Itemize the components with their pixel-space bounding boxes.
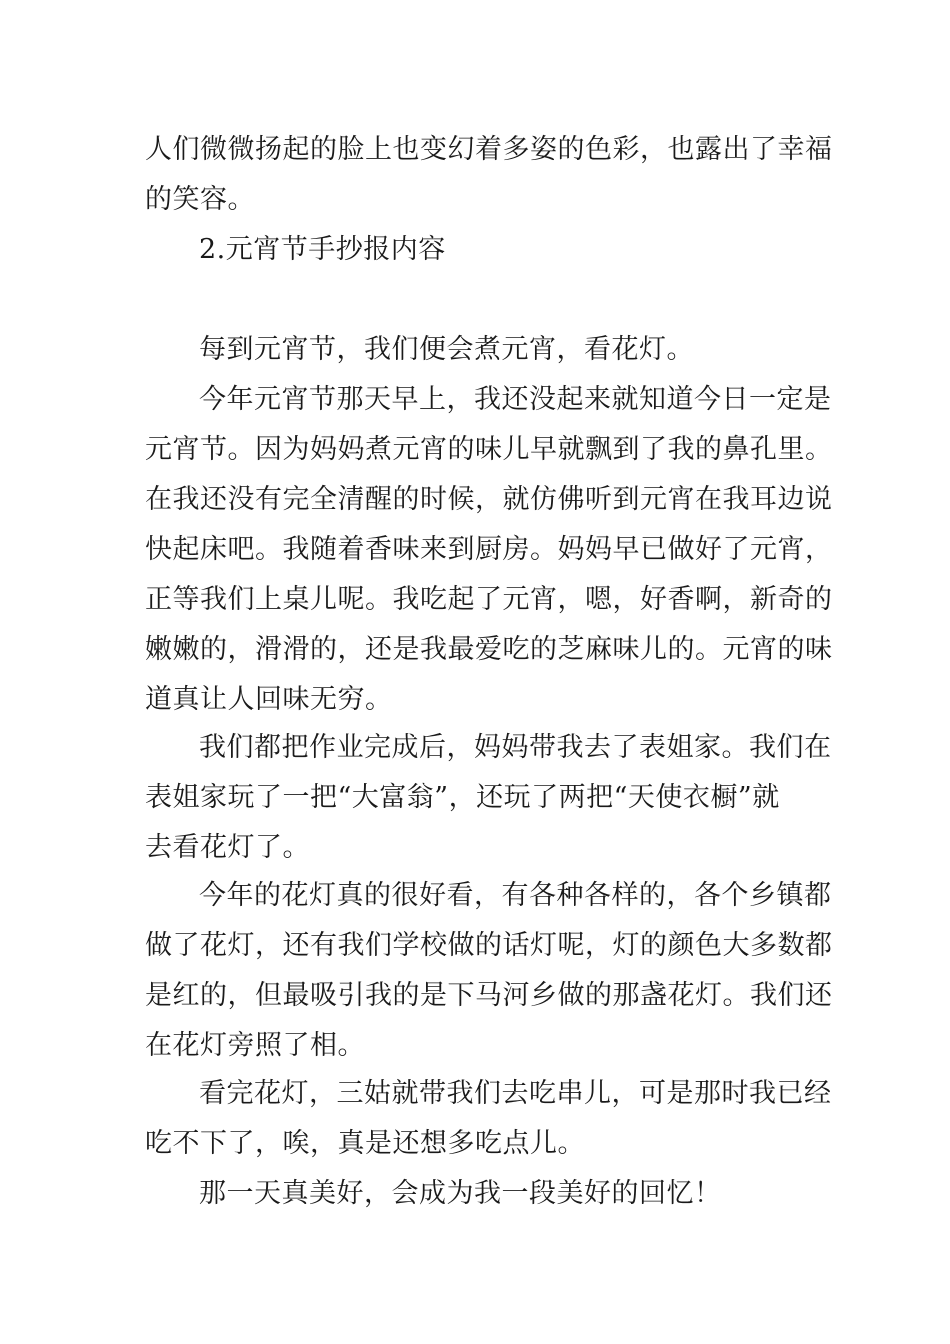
continuation-paragraph <box>145 125 833 225</box>
text-line: 在我还没有完全清醒的时候，就仿佛听到元宵在我耳边说 <box>145 484 833 515</box>
text-line: 表姐家玩了一把“大富翁”，还玩了两把“天使衣橱”就 <box>145 782 780 813</box>
text-line: 正等我们上桌儿呢。我吃起了元宵，嗯，好香啊，新奇的 <box>145 584 833 615</box>
text-line: 的笑容。 <box>145 184 255 215</box>
section-heading-text: 2.元宵节手抄报内容 <box>199 234 446 265</box>
text-line: 去看花灯了。 <box>145 832 310 863</box>
text-line: 吃不下了，唉，真是还想多吃点儿。 <box>145 1128 585 1159</box>
text-line: 今年的花灯真的很好看，有各种各样的，各个乡镇都 <box>199 880 832 911</box>
text-line: 嫩嫩的，滑滑的，还是我最爱吃的芝麻味儿的。元宵的味 <box>145 634 833 665</box>
text-line: 人们微微扬起的脸上也变幻着多姿的色彩，也露出了幸福 <box>145 134 833 165</box>
paragraph-1 <box>145 325 810 375</box>
text-line: 是红的，但最吸引我的是下马河乡做的那盏花灯。我们还 <box>145 980 833 1011</box>
text-line: 看完花灯，三姑就带我们去吃串儿，可是那时我已经 <box>199 1078 832 1109</box>
paragraph-5 <box>145 1069 832 1169</box>
text-line: 做了花灯，还有我们学校做的话灯呢，灯的颜色大多数都 <box>145 930 833 961</box>
paragraph-6 <box>145 1169 810 1219</box>
text-line: 快起床吧。我随着香味来到厨房。妈妈早已做好了元宵， <box>145 534 833 565</box>
text-line: 在花灯旁照了相。 <box>145 1030 365 1061</box>
text-line: 我们都把作业完成后，妈妈带我去了表姐家。我们在 <box>199 732 832 763</box>
paragraph-2 <box>145 375 833 725</box>
text-line: 那一天真美好，会成为我一段美好的回忆！ <box>199 1178 722 1209</box>
text-line: 每到元宵节，我们便会煮元宵，看花灯。 <box>199 334 694 365</box>
paragraph-4 <box>145 871 833 1071</box>
paragraph-3 <box>145 723 832 873</box>
text-line: 今年元宵节那天早上，我还没起来就知道今日一定是 <box>199 384 832 415</box>
text-line: 道真让人回味无穷。 <box>145 684 393 715</box>
text-line: 元宵节。因为妈妈煮元宵的味儿早就飘到了我的鼻孔里。 <box>145 434 833 465</box>
section-heading <box>145 225 810 275</box>
